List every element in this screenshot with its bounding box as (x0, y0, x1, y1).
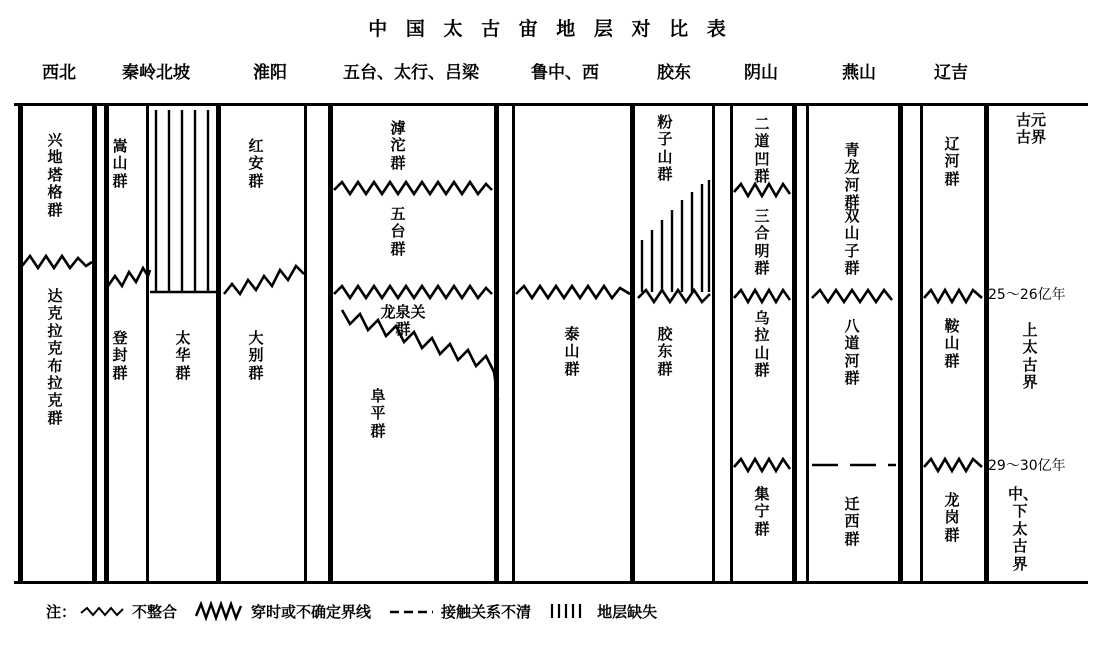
legend-missing-strata (549, 601, 657, 622)
unit-longquanguanqun: 龙泉关群 (380, 303, 426, 339)
unit-xingdi-tagequn: 兴地塔格群 (47, 131, 63, 219)
boundary-unconformity-wulashan-jining (732, 455, 794, 477)
unit-dabiequn: 大别群 (248, 329, 264, 382)
divider-luzhong-right (630, 106, 635, 581)
divider-yinshan-left (730, 106, 733, 581)
column-header-northwest: 西北 (42, 63, 76, 83)
unit-wulashanqun: 乌拉山群 (754, 309, 770, 380)
unit-shuangshanziqun: 双山子群 (844, 207, 860, 278)
unit-erdaowaqun: 二道凹群 (754, 115, 770, 186)
column-header-yanshan: 燕山 (842, 63, 876, 83)
wavy-high-icon (195, 600, 245, 622)
chart-bottom-border (14, 581, 1088, 584)
page-title: 中 国 太 古 宙 地 层 对 比 表 (368, 18, 732, 40)
dashed-line-icon (389, 605, 435, 617)
divider-jiaodong-right (712, 106, 715, 581)
unit-dakelakebulakequn: 达克拉克布拉克群 (47, 287, 63, 427)
legend-time-crossing (195, 600, 371, 622)
wavy-low-icon (80, 604, 126, 618)
boundary-unconformity-northwest (20, 252, 94, 276)
legend-unconformity-label: 不整合 (132, 602, 178, 621)
divider-luzhong-left (512, 106, 515, 581)
legend-unclear-contact-label: 接触关系不清 (441, 602, 532, 621)
unit-liaohequn: 辽河群 (944, 135, 960, 188)
unit-honganqun: 红安群 (248, 137, 264, 190)
divider-northwest-right (92, 106, 97, 581)
divider-northwest-left (18, 106, 23, 581)
column-header-huaiyang: 淮阳 (253, 63, 287, 83)
unit-taihuaqun: 太华群 (175, 329, 191, 382)
column-header-jiaodong: 胶东 (657, 63, 691, 83)
hatch-bars-icon (549, 602, 591, 620)
unit-fupingqun: 阜平群 (370, 387, 386, 440)
column-header-yinshan: 阴山 (744, 63, 778, 83)
unit-fenzishanqun: 粉子山群 (657, 113, 673, 184)
era-shang-taigu-jie: 上太古界 (1022, 321, 1038, 392)
legend-missing-strata-label: 地层缺失 (597, 602, 658, 621)
boundary-unconformity-shuangshanzi-badaohe (810, 286, 898, 308)
unit-jiningqun: 集宁群 (754, 485, 770, 538)
boundary-hatch-base-qinling (148, 286, 218, 296)
boundary-unconformity-liaohe-anshan (922, 286, 986, 308)
column-header-luzhong-luxi: 鲁中、西 (531, 63, 599, 83)
divider-huaiyang-right (304, 106, 307, 581)
boundary-unconformity-wutai-longquanguan (332, 282, 494, 304)
boundary-unconformity-anshan-longgang (922, 455, 986, 477)
age-29-30: 29～30亿年 (988, 458, 1066, 474)
unit-qinglonghequn: 青龙河群 (844, 141, 860, 212)
unit-jiaodongqun: 胶东群 (657, 325, 673, 378)
divider-yinshan-right (792, 106, 797, 581)
unit-sanhemingqun: 三合明群 (754, 207, 770, 278)
legend-time-crossing-label: 穿时或不确定界线 (251, 602, 372, 621)
boundary-unconformity-taishan (514, 282, 632, 304)
column-header-liaoji: 辽吉 (934, 63, 968, 83)
legend-unconformity (80, 601, 177, 622)
missing-strata-hatch-qinling (152, 106, 218, 296)
divider-liaoji-left (920, 106, 923, 581)
unit-badaohequn: 八道河群 (844, 317, 860, 388)
missing-strata-hatch-jiaodong (636, 180, 712, 296)
boundary-unconformity-huaiyang (222, 238, 308, 300)
legend-note-label: 注： (46, 602, 77, 621)
unit-dengfengqun: 登封群 (112, 329, 128, 382)
unit-hutuoqun: 滹沱群 (390, 119, 406, 172)
age-25-26: 25～26亿年 (988, 287, 1066, 303)
column-header-qinling-north-slope: 秦岭北坡 (122, 63, 190, 83)
divider-qinling-mid (146, 106, 149, 581)
boundary-unconformity-hutuo-wutai (332, 178, 494, 200)
column-header-wutai-taihang-lvliang: 五台、太行、吕梁 (343, 63, 479, 83)
unit-taishanqun: 泰山群 (564, 325, 580, 378)
boundary-unconformity-sanheming-wulashan (732, 286, 794, 308)
unit-wutaiqun: 五台群 (390, 205, 406, 258)
boundary-dashed-badaohe-qianxi (810, 460, 898, 470)
unit-songshanqun: 嵩山群 (112, 137, 128, 190)
unit-anshanqun: 鞍山群 (944, 317, 960, 370)
boundary-unconformity-qinling (106, 228, 150, 292)
divider-liaoji-right (984, 106, 989, 581)
legend (46, 600, 675, 622)
era-gu-yuan-gu-jie: 古元古界 (1015, 111, 1046, 147)
era-zhong-xia-taigu-jie: 中、下太古界 (1008, 485, 1039, 573)
boundary-unconformity-jiaodong (636, 286, 714, 308)
divider-yanshan-right (898, 106, 903, 581)
legend-unclear-contact (389, 601, 531, 622)
unit-longgangqun: 龙岗群 (944, 491, 960, 544)
divider-qinling-left (104, 106, 109, 581)
divider-yanshan-left (806, 106, 809, 581)
unit-qianxiqun: 迁西群 (844, 495, 860, 548)
